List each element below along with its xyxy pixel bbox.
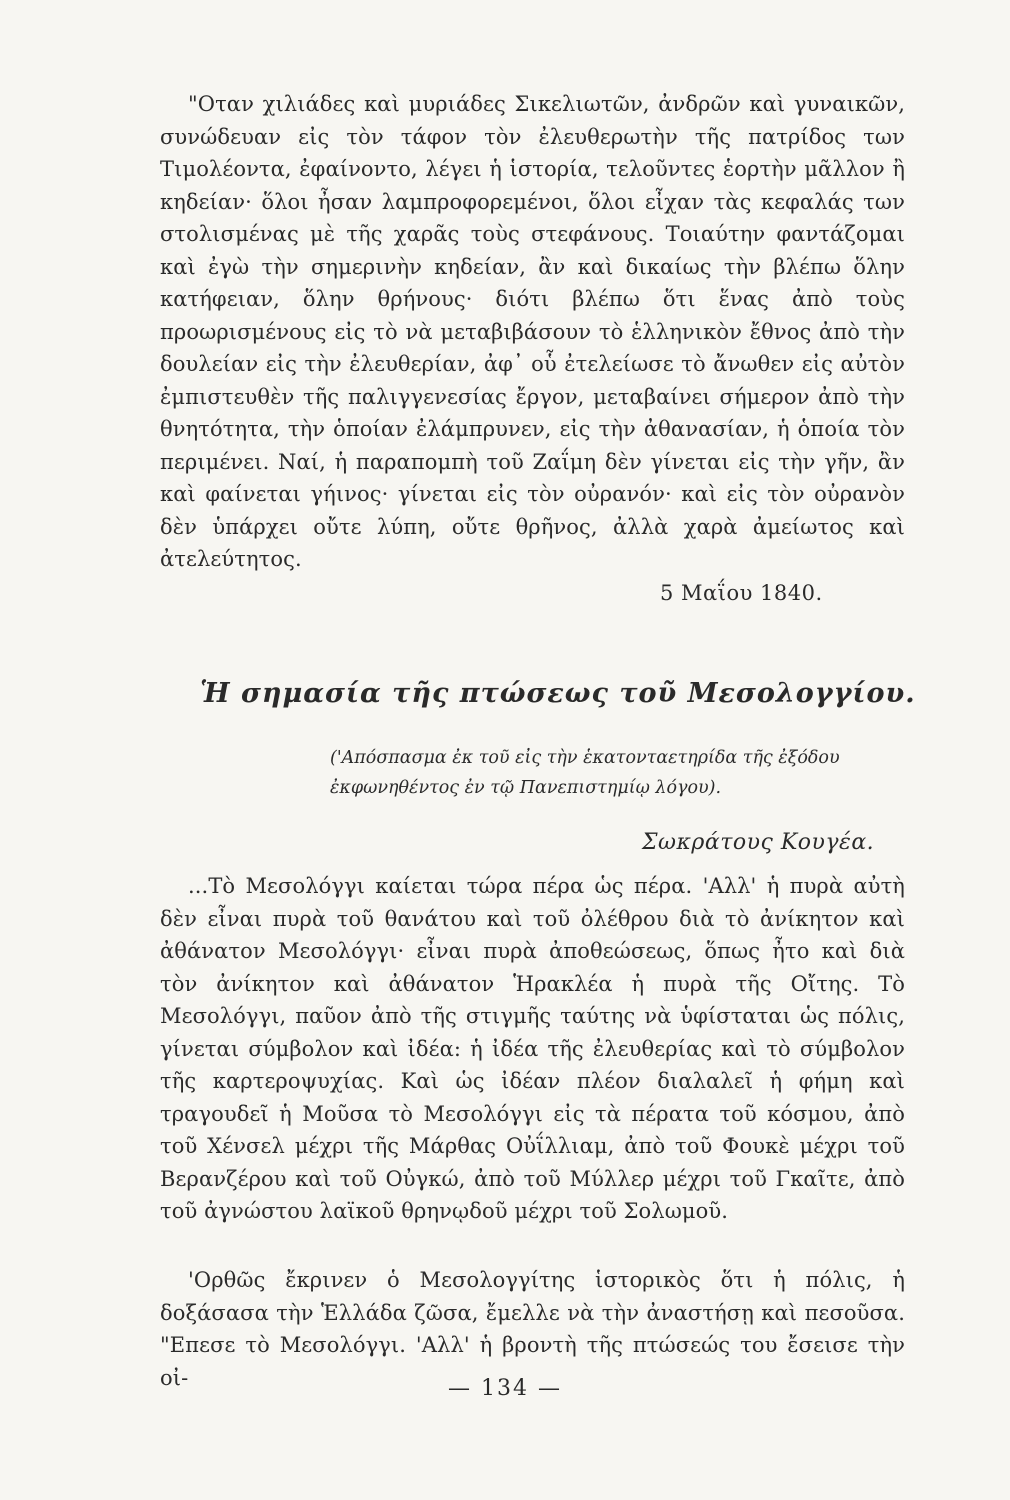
paragraph-timoleon xyxy=(160,88,905,576)
paragraph-mesolongi xyxy=(160,870,905,1228)
section-title: Ἡ σημασία τῆς πτώσεως τοῦ Μεσολογγίου. xyxy=(200,678,916,709)
author-name: Σωκράτους Κουγέα. xyxy=(642,830,875,855)
paragraph-2-text: ...Τὸ Μεσολόγγι καίεται τώρα πέρα ὡς πέρα. 'Αλλ' ἡ πυρὰ αὐτὴ δὲν εἶναι πυρὰ τοῦ θανάτου καὶ τοῦ ὀλέθρου διὰ τὸ ἀνίκητον καὶ ἀθάνατον Μεσολόγγι· εἶναι πυρὰ ἀποθεώσεως, ὅπως ἦτο καὶ διὰ τὸν ἀνίκητον καὶ ἀθάνατον Ἡρακλέα ἡ πυρὰ τῆς Οἴτης. Τὸ Μεσολόγγι, παῦον ἀπὸ τῆς στιγμῆς ταύτης νὰ ὑφίσταται ὡς πόλις, γίνεται σύμβολον καὶ ἰδέα: ἡ ἰδέα τῆς ἐλευθερίας καὶ τὸ σύμβολον τῆς καρτεροψυχίας. Καὶ ὡς ἰδέαν πλέον διαλαλεῖ ἡ φήμη καὶ τραγουδεῖ ἡ Μοῦσα τὸ Μεσολόγγι εἰς τὰ πέρατα τοῦ κόσμου, ἀπὸ τοῦ Χένσελ μέχρι τῆς Μάρθας Οὐΐλλιαμ, ἀπὸ τοῦ Φουκὲ μέχρι τοῦ Βερανζέρου καὶ τοῦ Οὐγκώ, ἀπὸ τοῦ Μύλλερ μέχρι τοῦ Γκαῖτε, ἀπὸ τοῦ ἀγνώστου λαϊκοῦ θρηνῳδοῦ μέχρι τοῦ Σολωμοῦ. xyxy=(160,874,905,1223)
paragraph-historian xyxy=(160,1264,905,1394)
date-line: 5 Μαΐου 1840. xyxy=(660,581,823,605)
section-subtitle: ('Απόσπασμα ἐκ τοῦ εἰς τὴν ἑκατονταετηρίδα τῆς ἐξόδου ἐκφωνηθέντος ἐν τῷ Πανεπιστημίῳ λόγου). xyxy=(330,748,840,798)
paragraph-1-text: "Οταν χιλιάδες καὶ μυριάδες Σικελιωτῶν, ἀνδρῶν καὶ γυναικῶν, συνώδευαν εἰς τὸν τάφον τὸν ἐλευθερωτὴν τῆς πατρίδος των Τιμολέοντα, ἐφαίνοντο, λέγει ἡ ἱστορία, τελοῦντες ἑορτὴν μᾶλλον ἢ κηδείαν· ὅλοι ἦσαν λαμπροφορεμένοι, ὅλοι εἶχαν τὰς κεφαλάς των στολισμένας μὲ τῆς χαρᾶς τοὺς στεφάνους. Τοιαύτην φαντάζομαι καὶ ἐγὼ τὴν σημερινὴν κηδείαν, ἂν καὶ δικαίως τὴν βλέπω ὅλην κατήφειαν, ὅλην θρήνους· διότι βλέπω ὅτι ἕνας ἀπὸ τοὺς προωρισμένους εἰς τὸ νὰ μεταβιβάσουν τὸ ἑλληνικὸν ἔθνος ἀπὸ τὴν δουλείαν εἰς τὴν ἐλευθερίαν, ἀφ᾽ οὗ ἐτελείωσε τὸ ἄνωθεν εἰς αὐτὸν ἐμπιστευθὲν τῆς παλιγγενεσίας ἔργον, μεταβαίνει σήμερον ἀπὸ τὴν θνητότητα, τὴν ὁποίαν ἐλάμπρυνεν, εἰς τὴν ἀθανασίαν, ἡ ὁποία τὸν περιμένει. Ναί, ἡ παραπομπὴ τοῦ Ζαΐμη δὲν γίνεται εἰς τὴν γῆν, ἂν καὶ φαίνεται γήινος· γίνεται εἰς τὸν οὐρανόν· καὶ εἰς τὸν οὐρανὸν δὲν ὑπάρχει οὔτε λύπη, οὔτε θρῆνος, ἀλλὰ χαρὰ ἀμείωτος καὶ ἀτελεύτητος. xyxy=(160,92,905,571)
page-number: — 134 — xyxy=(448,1376,562,1401)
paragraph-3-text: 'Ορθῶς ἔκρινεν ὁ Μεσολογγίτης ἱστορικὸς ὅτι ἡ πόλις, ἡ δοξάσασα τὴν Ἑλλάδα ζῶσα, ἔμελλε νὰ τὴν ἀναστήσῃ καὶ πεσοῦσα. "Επεσε τὸ Μεσολόγγι. 'Αλλ' ἡ βροντὴ τῆς πτώσεώς του ἔσεισε τὴν οἰ- xyxy=(160,1268,905,1390)
